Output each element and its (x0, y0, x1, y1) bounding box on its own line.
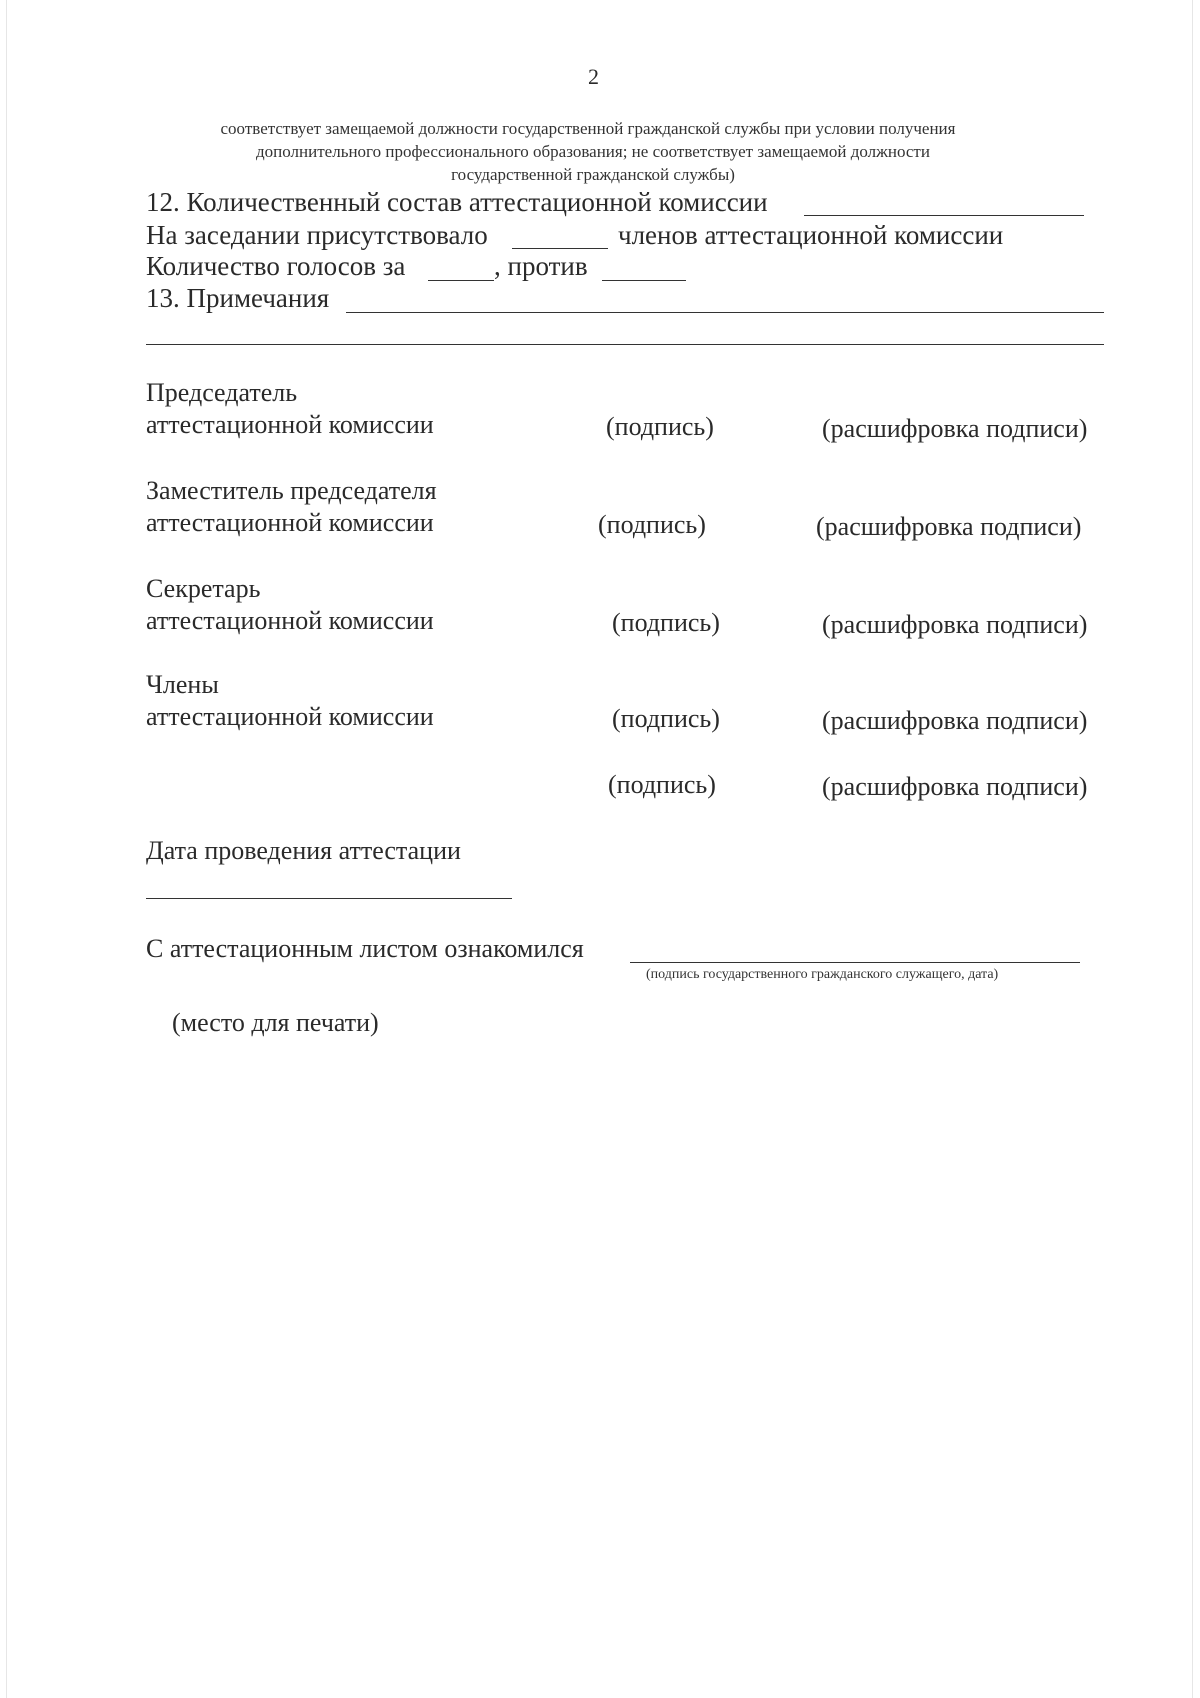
item12-votes-for: Количество голосов за (146, 251, 406, 281)
item13-blank-1 (346, 312, 1104, 313)
members-decode-caption: (расшифровка подписи) (822, 706, 1088, 735)
vice-chair-role-line1: Заместитель председателя (146, 476, 437, 505)
member2-decode-caption: (расшифровка подписи) (822, 772, 1088, 801)
item12-votes-against: , против (494, 251, 588, 281)
chair-role-line1: Председатель (146, 378, 298, 407)
members-role-line2: аттестационной комиссии (146, 702, 434, 731)
member2-sign-caption: (подпись) (608, 770, 716, 799)
item12-present-after: членов аттестационной комиссии (618, 220, 1004, 250)
scan-edge-left (6, 0, 7, 1698)
stamp-place-label: (место для печати) (172, 1008, 379, 1037)
members-role-line1: Члены (146, 670, 219, 699)
vice-chair-role-line2: аттестационной комиссии (146, 508, 434, 537)
secretary-sign-caption: (подпись) (612, 608, 720, 637)
chair-role-line2: аттестационной комиссии (146, 410, 434, 439)
scan-edge-right (1192, 0, 1193, 1698)
votes-against-blank (602, 280, 686, 281)
intro-line-1: соответствует замещаемой должности государственной гражданской службы при условии получения (220, 119, 956, 138)
chair-decode-caption: (расшифровка подписи) (822, 414, 1088, 443)
intro-line-3: государственной гражданской службы) (451, 165, 735, 184)
item12-present-before: На заседании присутствовало (146, 220, 488, 250)
vice-chair-decode-caption: (расшифровка подписи) (816, 512, 1082, 541)
intro-line-2: дополнительного профессионального образования; не соответствует замещаемой должности (256, 142, 930, 161)
chair-sign-caption: (подпись) (606, 412, 714, 441)
item13-blank-2 (146, 344, 1104, 345)
members-sign-caption: (подпись) (612, 704, 720, 733)
acquainted-caption: (подпись государственного гражданского служащего, дата) (646, 967, 999, 982)
item12-label: 12. Количественный состав аттестационной комиссии (146, 187, 768, 217)
vice-chair-sign-caption: (подпись) (598, 510, 706, 539)
votes-for-blank (428, 280, 494, 281)
page-number: 2 (588, 64, 599, 89)
acquainted-blank (630, 962, 1080, 963)
item13-label: 13. Примечания (146, 283, 330, 313)
secretary-decode-caption: (расшифровка подписи) (822, 610, 1088, 639)
secretary-role-line1: Секретарь (146, 574, 261, 603)
acquainted-label: С аттестационным листом ознакомился (146, 934, 584, 963)
attestation-date-blank (146, 898, 512, 899)
item12-present-blank (512, 248, 608, 249)
item12-blank (804, 215, 1084, 216)
attestation-date-label: Дата проведения аттестации (146, 836, 461, 865)
secretary-role-line2: аттестационной комиссии (146, 606, 434, 635)
